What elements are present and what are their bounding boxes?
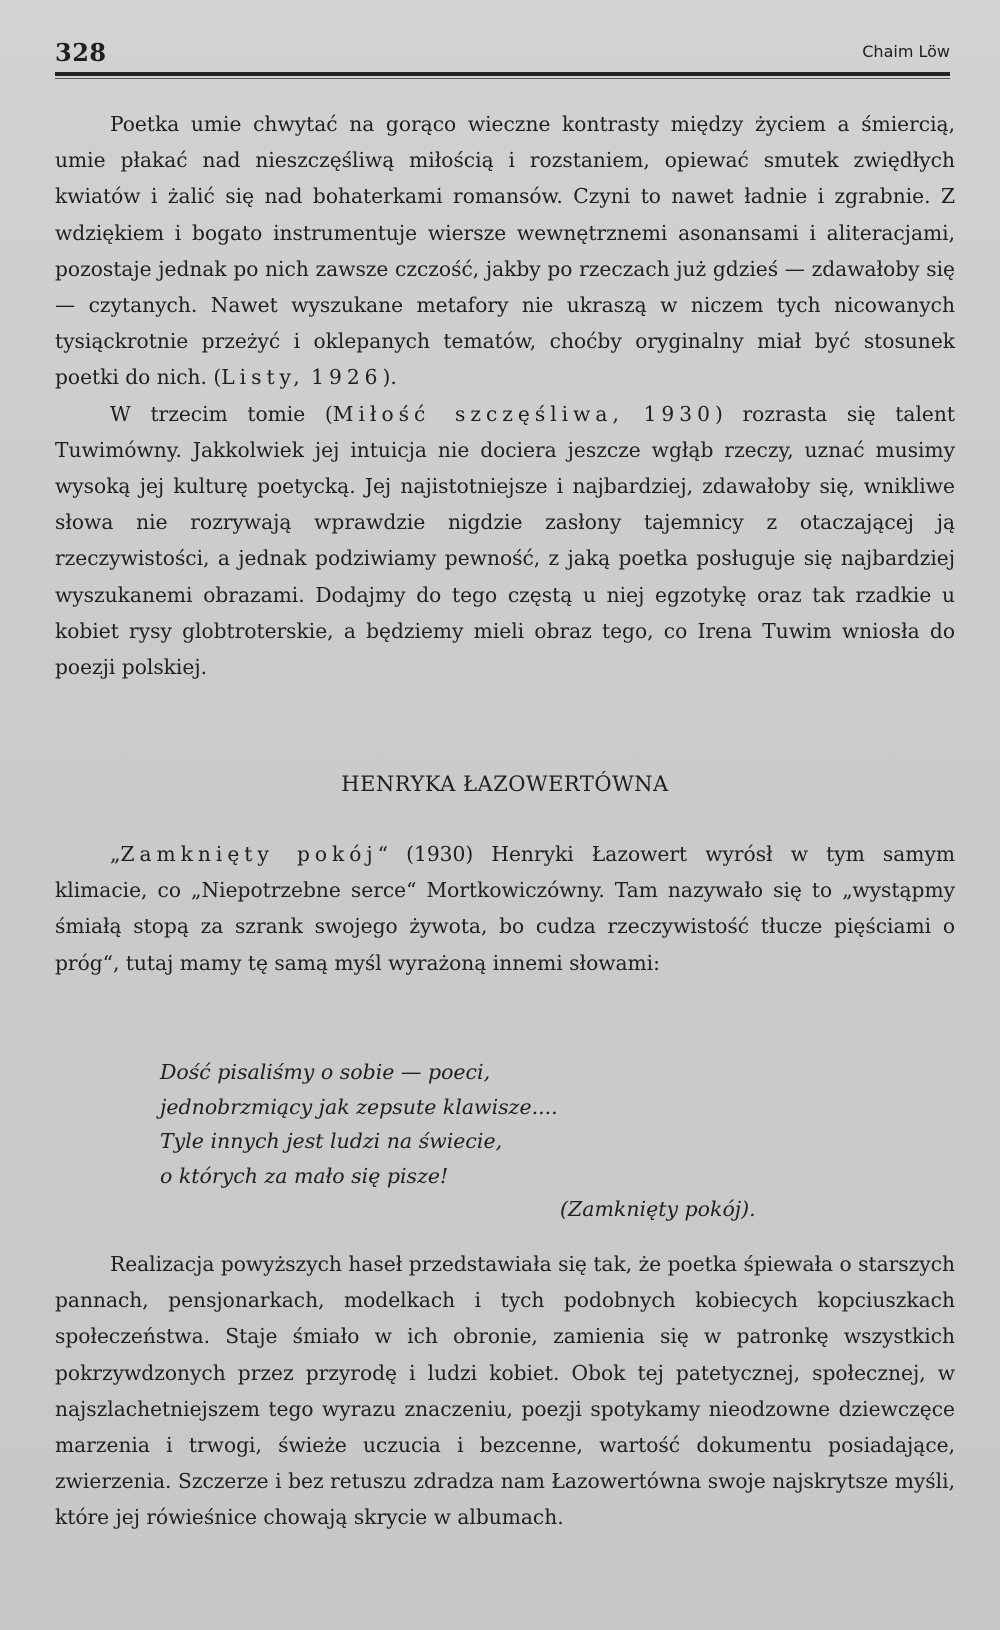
paragraph-text: ) rozrasta się talent Tuwimówny. Jakkolwiek jej intuicja nie dociera jeszcze wgłąb rzeczy, uznać musimy wysoką jej kulturę poetycką. Jej najistotniejsze i najbardziej, zdawałoby się, wnikliwe słowa nie rozrywają wprawdzie nigdzie zasłony tajemnicy z otaczającej ją rzeczywistości, a jednak podziwiamy pewność, z jaką poetka posługuje się najbardziej wyszukanemi obrazami. Dodajmy do tego częstą u niej egzotykę oraz tak rzadkie u kobiet rysy globtroterskie, a będziemy mieli obraz tego, co Irena Tuwim wniosła do poezji polskiej. <box>55 401 955 680</box>
book-year: 1926 <box>311 365 383 390</box>
paragraph <box>55 106 955 396</box>
poem-line: Tyle innych jest ludzi na świecie, <box>160 1129 503 1153</box>
book-title: Miłość szczęśliwa, <box>332 401 624 426</box>
paragraph-text: “ (1930) Henryki Łazowert wyrósł w tym samym klimacie, co „Niepotrzebne serce“ Mortkowiczówny. Tam nazywało się to „wystąpmy śmiałą stopą za szrank swojego żywota, bo cudza rzeczywistość tłucze pięściami o próg“, tutaj mamy tę samą myśl wyrażoną innemi słowami: <box>55 842 955 975</box>
paragraph-text: Poetka umie chwytać na gorąco wieczne kontrasty między życiem a śmiercią, umie płakać nad nieszczęśliwą miłością i rozstaniem, opiewać smutek zwiędłych kwiatów i żalić się nad bohaterkami romansów. Czyni to nawet ładnie i zgrabnie. Z wdziękiem i bogato instrumentuje wiersze wewnętrznemi asonansami i aliteracjami, pozostaje jednak po nich zawsze czczość, jakby po rzeczach już gdzieś — zdawałoby się — czytanych. Nawet wyszukane metafory nie ukraszą w niczem tych nicowanych tysiąckrotnie przeżyć i oklepanych tematów, choćby oryginalny miał być stosunek poetki do nich. ( <box>55 112 955 390</box>
quote-mark: „ <box>110 842 121 866</box>
poem-line: Dość pisaliśmy o sobie — poeci, <box>160 1060 491 1084</box>
paragraph-text: ). <box>382 365 397 390</box>
book-title: Listy, <box>221 365 305 390</box>
paragraph: Realizacja powyższych haseł przedstawiała się tak, że poetka śpiewała o starszych pannach, pensjonarkach, modelkach i tych podobnych kobiecych kopciuszkach społeczeństwa. Staje śmiało w ich obronie, zamienia się w patronkę wszystkich pokrzywdzonych przez przyrodę i ludzi kobiet. Obok tej patetycznej, społecznej, w najszlachetniejszem tego wyrazu znaczeniu, poezji spotykamy nieodzowne dziewczęce marzenia i trwogi, świeże uczucia i bezcenne, wartość dokumentu posiadające, zwierzenia. Szczerze i bez retuszu zdradza nam Łazowertówna swoje najskrytsze myśli, które jej rówieśnice chowają skrycie w albumach. <box>55 1252 955 1530</box>
book-title: Zamknięty pokój <box>120 842 378 866</box>
body-text-middle <box>55 836 955 981</box>
body-text-bottom <box>55 1246 955 1536</box>
poem-line: o których za mało się pisze! <box>160 1163 449 1188</box>
paragraph-text: W trzecim tomie ( <box>110 401 333 426</box>
header-rule <box>55 72 950 76</box>
poem-line: jednobrzmiący jak zepsute klawisze.... <box>160 1094 558 1119</box>
paragraph <box>55 836 955 981</box>
page-number: 328 <box>55 38 107 67</box>
section-heading: HENRYKA ŁAZOWERTÓWNA <box>341 772 669 796</box>
header-rule-thin <box>55 78 950 79</box>
running-head: Chaim Löw <box>862 42 950 61</box>
book-year: 1930 <box>643 401 715 426</box>
poem-source: (Zamknięty pokój). <box>560 1197 756 1221</box>
page-header <box>55 38 950 74</box>
body-text-top <box>55 106 955 685</box>
paragraph <box>55 396 955 686</box>
poem-quote <box>160 1055 860 1193</box>
